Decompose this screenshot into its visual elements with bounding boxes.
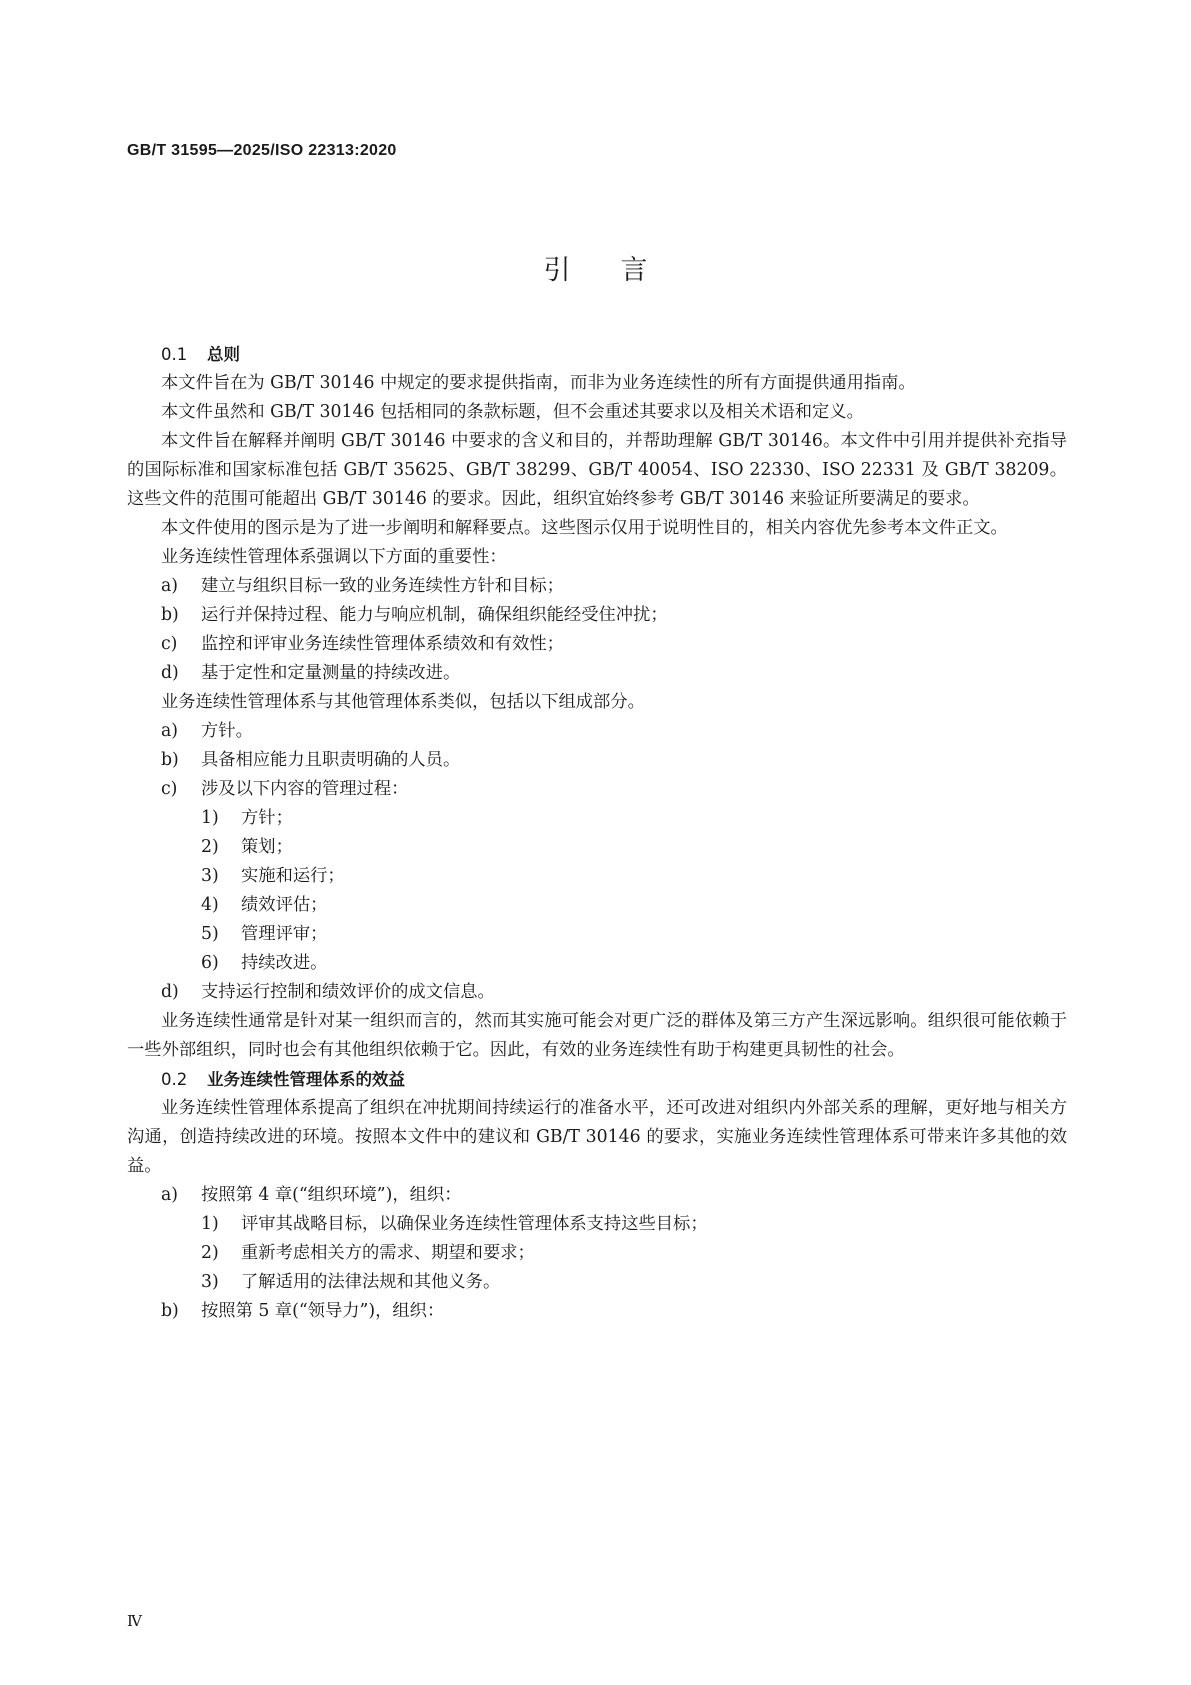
sub-list-item: 3) 实施和运行； — [201, 866, 345, 886]
list-item: b) 运行并保持过程、能力与响应机制，确保组织能经受住冲扰； — [161, 605, 668, 625]
section-title: 业务连续性管理体系的效益 — [207, 1070, 405, 1089]
list-item: c) 涉及以下内容的管理过程： — [161, 779, 409, 799]
sub-list-item: 3) 了解适用的法律法规和其他义务。 — [201, 1272, 501, 1292]
paragraph: 本文件虽然和 GB/T 30146 包括相同的条款标题，但不会重述其要求以及相关术语和定义。 — [161, 402, 864, 422]
list-item: d) 基于定性和定量测量的持续改进。 — [161, 663, 461, 683]
section-heading-0-1 — [127, 340, 1067, 369]
list-item: a) 方针。 — [161, 721, 253, 741]
page-title: 引言 — [543, 255, 698, 286]
paragraph: 本文件旨在解释并阐明 GB/T 30146 中要求的含义和目的，并帮助理解 GB/T 30146。本文件中引用并提供补充指导的国际标准和国家标准包括 GB/T 35625、GB/T 38299、GB/T 40054、ISO 22330、ISO 22331 及 GB/T 38209。这些文件的范围可能超出 GB/T 30146 的要求。因此，组织宜始终参考 GB/T 30146 来验证所要满足的要求。 — [127, 431, 1067, 509]
sub-list-item: 6) 持续改进。 — [201, 953, 328, 973]
list-item: a) 按照第 4 章(“组织环境”)，组织： — [161, 1185, 462, 1205]
sub-list-item: 1) 方针； — [201, 808, 293, 828]
list-item: d) 支持运行控制和绩效评价的成文信息。 — [161, 982, 495, 1002]
paragraph: 业务连续性管理体系与其他管理体系类似，包括以下组成部分。 — [161, 692, 645, 712]
document-header: GB/T 31595—2025/ISO 22313:2020 — [127, 142, 397, 159]
section-number: 0.2 — [161, 1070, 188, 1089]
list-item: a) 建立与组织目标一致的业务连续性方针和目标； — [161, 576, 564, 596]
section-number: 0.1 — [161, 345, 188, 364]
section-title: 总则 — [207, 345, 240, 364]
page-number: Ⅳ — [127, 1612, 142, 1630]
sub-list-item: 4) 绩效评估； — [201, 895, 328, 915]
paragraph: 本文件旨在为 GB/T 30146 中规定的要求提供指南，而非为业务连续性的所有方面提供通用指南。 — [161, 373, 916, 393]
paragraph: 业务连续性通常是针对某一组织而言的，然而其实施可能会对更广泛的群体及第三方产生深远影响。组织很可能依赖于一些外部组织，同时也会有其他组织依赖于它。因此，有效的业务连续性有助于构建更具韧性的社会。 — [127, 1011, 1067, 1060]
sub-list-item: 1) 评审其战略目标，以确保业务连续性管理体系支持这些目标； — [201, 1214, 708, 1234]
paragraph: 业务连续性管理体系提高了组织在冲扰期间持续运行的准备水平，还可改进对组织内外部关系的理解，更好地与相关方沟通，创造持续改进的环境。按照本文件中的建议和 GB/T 30146 的要求，实施业务连续性管理体系可带来许多其他的效益。 — [127, 1098, 1067, 1176]
sub-list-item: 2) 策划； — [201, 837, 293, 857]
sub-list-item: 2) 重新考虑相关方的需求、期望和要求； — [201, 1243, 535, 1263]
paragraph: 本文件使用的图示是为了进一步阐明和解释要点。这些图示仅用于说明性目的，相关内容优先参考本文件正文。 — [161, 518, 1008, 538]
list-item: b) 具备相应能力且职责明确的人员。 — [161, 750, 461, 770]
list-item: b) 按照第 5 章(“领导力”)，组织： — [161, 1301, 445, 1321]
section-heading-0-2 — [127, 1065, 1067, 1094]
list-item: c) 监控和评审业务连续性管理体系绩效和有效性； — [161, 634, 564, 654]
sub-list-item: 5) 管理评审； — [201, 924, 328, 944]
paragraph: 业务连续性管理体系强调以下方面的重要性： — [161, 547, 507, 567]
document-body — [127, 340, 1067, 1326]
